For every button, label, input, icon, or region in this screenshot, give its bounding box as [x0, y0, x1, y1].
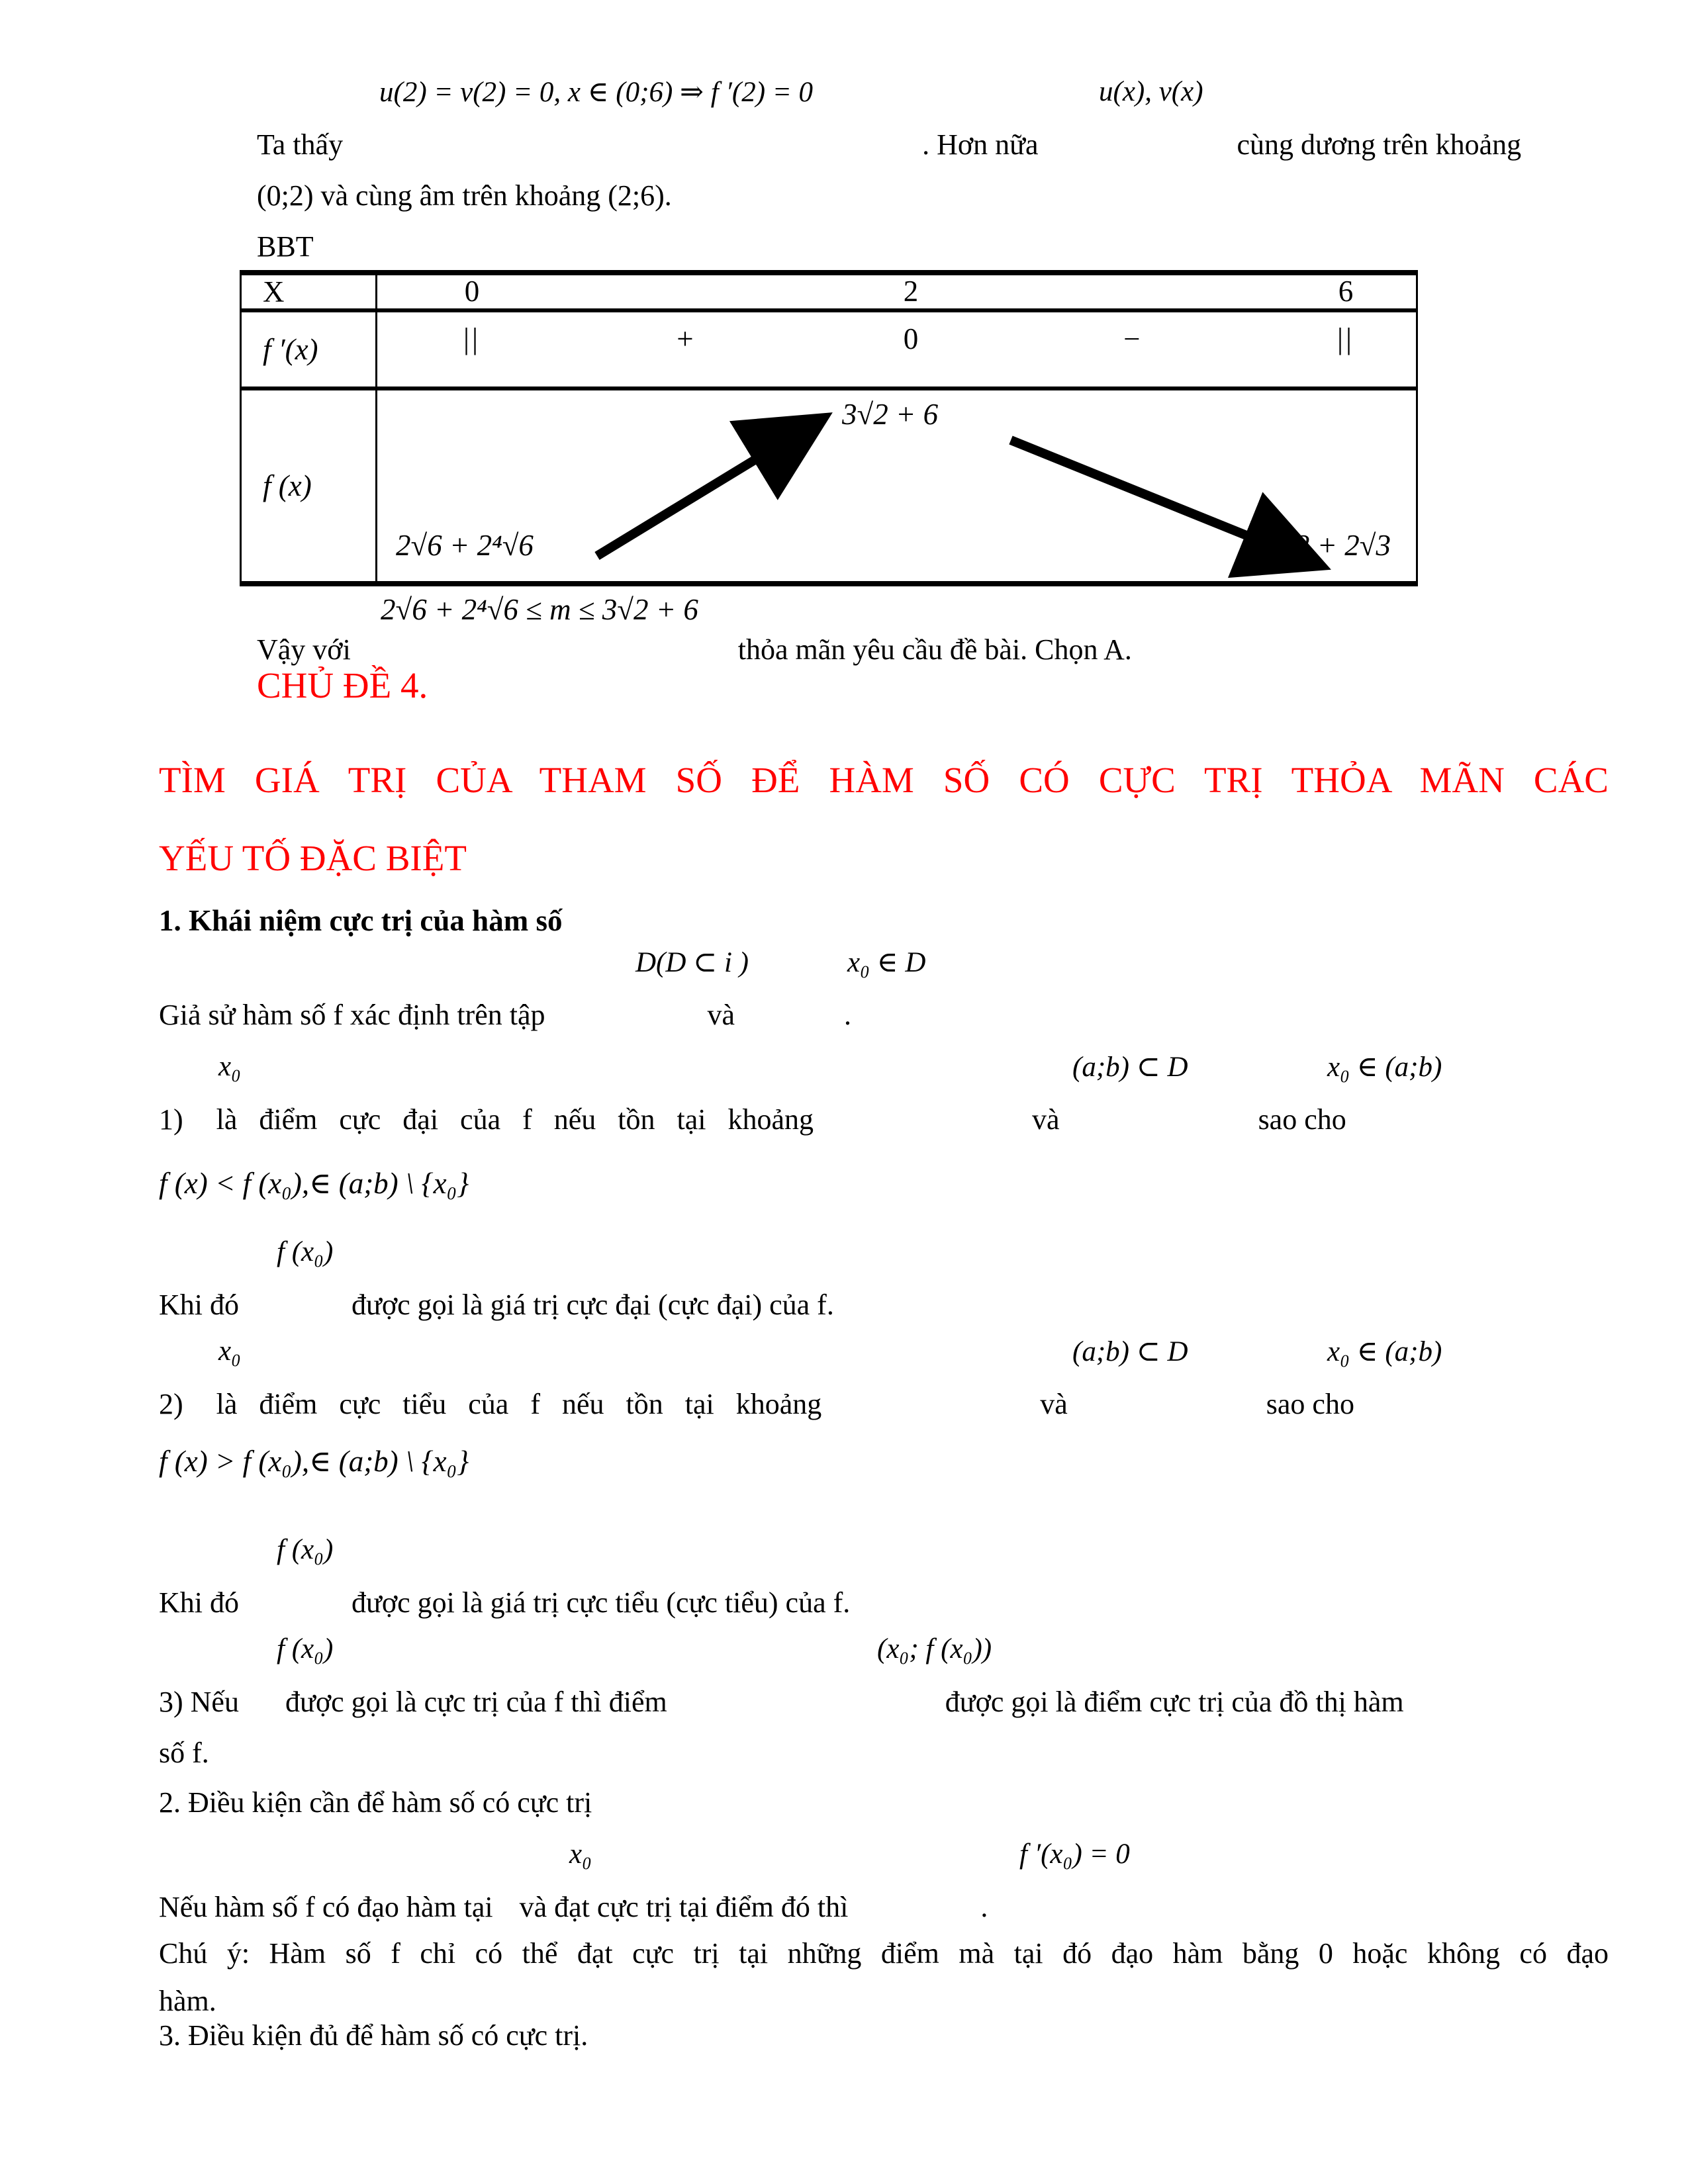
- formula-gap: [493, 1916, 520, 1917]
- note1-end: được gọi là giá trị cực đại (cực đại) của f.: [352, 1289, 834, 1321]
- conclusion-text-start: Vậy với: [257, 633, 351, 666]
- s1-intro-start: Giả sử hàm số f xác định trên tập: [159, 999, 545, 1031]
- intro-math-row: [159, 73, 1609, 124]
- math-f-x0: f (x₀): [277, 1236, 334, 1267]
- x-tick-6: 6: [1338, 275, 1354, 308]
- item3-text-row: [159, 1682, 1609, 1723]
- s2-mid: và đạt cực trị tại điểm đó thì: [519, 1891, 849, 1923]
- s1-intro-end: .: [844, 999, 852, 1031]
- start-value: 2√6 + 2⁴√6: [396, 529, 534, 562]
- variation-table: [240, 270, 1418, 586]
- intro-line2: [159, 175, 1609, 216]
- item2-text-c: sao cho: [1266, 1388, 1354, 1420]
- max-value: 3√2 + 6: [842, 398, 939, 431]
- item2-text-a: là điểm cực tiểu của f nếu tồn tại khoảng: [216, 1388, 822, 1420]
- fprime-label-cell: f ′(x): [242, 312, 377, 387]
- conclusion-text-end: thỏa mãn yêu cầu đề bài. Chọn A.: [737, 633, 1132, 666]
- note1-math-row: [159, 1233, 1609, 1285]
- s2-start: Nếu hàm số f có đạo hàm tại: [159, 1891, 493, 1923]
- s2-math-row: [159, 1835, 1609, 1887]
- note1-text-row: [159, 1285, 1609, 1326]
- formula-gap: [821, 1413, 1040, 1414]
- note2-start: Khi đó: [159, 1586, 239, 1619]
- item2-formula: f (x) > f (x₀),∈ (a;b) \ {x₀}: [159, 1445, 469, 1478]
- x-tick-2: 2: [903, 275, 919, 308]
- s2-end: .: [980, 1891, 988, 1923]
- note2-math-row: [159, 1531, 1609, 1582]
- x-tick-0: 0: [464, 275, 480, 308]
- item1-formula: f (x) < f (x₀),∈ (a;b) \ {x₀}: [159, 1167, 469, 1200]
- math-x0-in-D: x₀ ∈ D: [847, 947, 926, 978]
- plus-sign: +: [677, 322, 694, 355]
- intro-text-end: cùng dương trên khoảng: [1237, 128, 1522, 161]
- formula-gap: [183, 1413, 216, 1414]
- math-f-x0: f (x₀): [277, 1534, 334, 1565]
- math-interval-subset: (a;b) ⊂ D: [1072, 1052, 1188, 1083]
- item3-text-a: 3) Nếu: [159, 1686, 239, 1718]
- x-header-cell: X: [242, 275, 377, 308]
- item2-number: 2): [159, 1388, 183, 1420]
- chapter-title-line1: TÌM GIÁ TRỊ CỦA THAM SỐ ĐỂ HÀM SỐ CÓ CỰC TRỊ THỎA MÃN CÁC: [159, 760, 1609, 800]
- math-x0: x₀: [218, 1336, 242, 1367]
- conclusion-inequality: 2√6 + 2⁴√6 ≤ m ≤ 3√2 + 6: [381, 593, 698, 626]
- math-x0: x₀: [218, 1051, 242, 1082]
- item1-math-row: [159, 1048, 1609, 1099]
- section1-heading: 1. Khái niệm cực trị của hàm số: [159, 904, 563, 937]
- intro-text-start: Ta thấy: [257, 128, 344, 161]
- section3-heading: 3. Điều kiện đủ để hàm số có cực trị.: [159, 2019, 588, 2052]
- f-label-cell: f (x): [242, 390, 377, 581]
- zero-sign: 0: [903, 322, 919, 355]
- end-value: ⁴√12 + 2√3: [1253, 529, 1391, 562]
- item1-text-a: là điểm cực đại của f nếu tồn tại khoảng: [216, 1103, 814, 1136]
- table-row-x: [242, 275, 1416, 308]
- s1-intro-text-row: [159, 995, 1609, 1036]
- item1-text-row: [159, 1099, 1609, 1140]
- chapter-label: CHỦ ĐỀ 4.: [257, 665, 428, 705]
- item3-text-b: được gọi là cực trị của f thì điểm: [285, 1686, 667, 1718]
- note2-text-row: [159, 1582, 1609, 1623]
- bbt-caption: [159, 226, 1609, 267]
- undefined-bar-right: ||: [1336, 322, 1355, 355]
- note2-end: được gọi là giá trị cực tiểu (cực tiểu) của f.: [352, 1586, 851, 1619]
- math-extremum-point: (x₀; f (x₀)): [877, 1633, 992, 1664]
- conclusion-text-row: [159, 629, 1609, 670]
- formula-gap: [183, 1128, 216, 1129]
- increase-arrow: [597, 427, 809, 556]
- item3-math-row: [159, 1630, 1609, 1682]
- formula-gap: [848, 1916, 980, 1917]
- item1-number: 1): [159, 1103, 183, 1136]
- bbt-label: BBT: [257, 230, 314, 263]
- math-domain: D(D ⊂ i ): [635, 947, 749, 978]
- chapter-title-line2: YẾU TỐ ĐẶC BIỆT: [159, 838, 467, 878]
- note1-start: Khi đó: [159, 1289, 239, 1321]
- s1-intro-math-row: [159, 943, 1609, 995]
- item2-text-row: [159, 1384, 1609, 1425]
- fprime-signs-cell: [377, 312, 1416, 387]
- item2-text-b: và: [1040, 1388, 1068, 1420]
- item3-text-d: số f.: [159, 1737, 209, 1769]
- table-row-fprime: [242, 308, 1416, 387]
- intro-text-row: [159, 124, 1609, 165]
- item1-text-c: sao cho: [1258, 1103, 1346, 1136]
- s2-note-line2: hàm.: [159, 1985, 216, 2017]
- item3-text-c: được gọi là điểm cực trị của đồ thị hàm: [945, 1686, 1404, 1718]
- table-row-f: [242, 387, 1416, 581]
- formula-gap: [814, 1128, 1032, 1129]
- section2-heading: 2. Điều kiện cần để hàm số có cực trị: [159, 1786, 592, 1819]
- indent-spacer: [159, 255, 257, 256]
- x-ticks-cell: [377, 275, 1416, 308]
- item3-text-row2: [159, 1733, 1609, 1774]
- minus-sign: −: [1123, 322, 1141, 355]
- math-derivative-zero: f ′(x₀) = 0: [1019, 1839, 1130, 1870]
- intro-line2-text: (0;2) và cùng âm trên khoảng (2;6).: [257, 179, 672, 212]
- s2-note-line1: Chú ý: Hàm số f chỉ có thể đạt cực trị tại những điểm mà tại đó đạo hàm bằng 0 hoặc không có đạo: [159, 1937, 1609, 1970]
- math-functions: u(x), v(x): [1099, 76, 1203, 107]
- math-f-x0: f (x₀): [277, 1633, 334, 1664]
- math-condition: u(2) = v(2) = 0, x ∈ (0;6) ⇒ f ′(2) = 0: [379, 77, 814, 108]
- undefined-bar-left: ||: [463, 322, 481, 355]
- s2-text-row: [159, 1887, 1609, 1928]
- math-x0-in-interval: x₀ ∈ (a;b): [1327, 1052, 1442, 1083]
- formula-gap: [1068, 1413, 1266, 1414]
- math-interval-subset: (a;b) ⊂ D: [1072, 1336, 1188, 1367]
- item2-math-row: [159, 1332, 1609, 1384]
- item1-text-b: và: [1032, 1103, 1060, 1136]
- f-behavior-cell: [377, 390, 1416, 581]
- intro-text-mid: . Hơn nữa: [922, 128, 1039, 161]
- formula-gap: [1060, 1128, 1258, 1129]
- math-x0-in-interval: x₀ ∈ (a;b): [1327, 1336, 1442, 1367]
- math-x0: x₀: [569, 1839, 592, 1870]
- s1-intro-mid: và: [707, 999, 735, 1031]
